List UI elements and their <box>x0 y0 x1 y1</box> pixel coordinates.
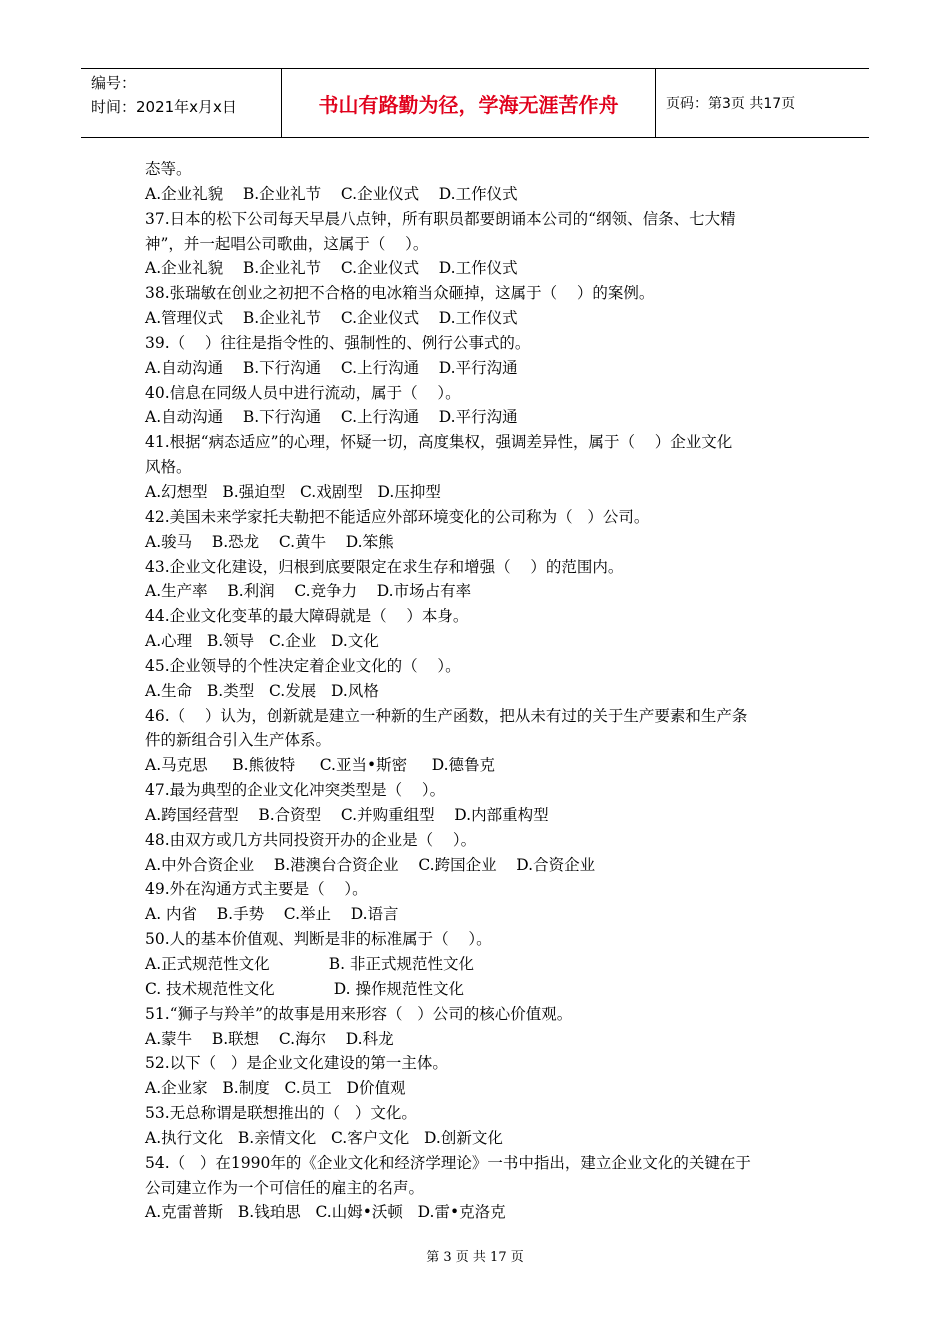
text-line: A.跨国经营型 B.合资型 C.并购重组型 D.内部重构型 <box>145 805 549 824</box>
text-line: 45.企业领导的个性决定着企业文化的（ ）。 <box>145 656 461 675</box>
text-line: A.骏马 B.恐龙 C.黄牛 D.笨熊 <box>145 532 394 551</box>
text-line: A.心理 B.领导 C.企业 D.文化 <box>145 632 379 651</box>
text-line: A.生命 B.类型 C.发展 D.风格 <box>145 681 379 700</box>
text-line: 件的新组合引入生产体系。 <box>145 731 332 750</box>
question-body <box>145 157 815 1225</box>
text-line: A.企业礼貌 B.企业礼节 C.企业仪式 D.工作仪式 <box>145 259 518 278</box>
text-line: 54.（ ）在1990年的《企业文化和经济学理论》一书中指出，建立企业文化的关键在于 <box>145 1153 751 1172</box>
text-line: 神”，并一起唱公司歌曲，这属于（ ）。 <box>145 234 429 253</box>
header-motto: 书山有路勤为径，学海无涯苦作舟 <box>282 69 656 137</box>
text-line: C. 技术规范性文化 D. 操作规范性文化 <box>145 979 465 998</box>
text-line: 37.日本的松下公司每天早晨八点钟，所有职员都要朗诵本公司的“纲领、信条、七大精 <box>145 209 736 228</box>
text-line: 39.（ ）往往是指令性的、强制性的、例行公事式的。 <box>145 333 531 352</box>
text-line: 42.美国未来学家托夫勒把不能适应外部环境变化的公司称为（ ）公司。 <box>145 507 650 526</box>
text-line: 40.信息在同级人员中进行流动，属于（ ）。 <box>145 383 461 402</box>
header-page-info: 页码：第3页 共17页 <box>666 96 796 112</box>
text-line: A.克雷普斯 B.钱珀思 C.山姆•沃顿 D.雷•克洛克 <box>145 1203 506 1222</box>
text-line: A.生产率 B.利润 C.竞争力 D.市场占有率 <box>145 582 472 601</box>
text-line: A. 内省 B.手势 C.举止 D.语言 <box>145 905 399 924</box>
page-header <box>81 68 869 138</box>
text-line: A.自动沟通 B.下行沟通 C.上行沟通 D.平行沟通 <box>145 408 518 427</box>
text-line: A.企业礼貌 B.企业礼节 C.企业仪式 D.工作仪式 <box>145 184 518 203</box>
text-line: 53.无总称谓是联想推出的（ ）文化。 <box>145 1104 417 1123</box>
page-footer: 第 3 页 共 17 页 <box>426 1250 524 1265</box>
document-date: 时间：2021年x月x日 <box>91 98 237 116</box>
text-line: A.管理仪式 B.企业礼节 C.企业仪式 D.工作仪式 <box>145 309 518 328</box>
text-line: A.执行文化 B.亲情文化 C.客户文化 D.创新文化 <box>145 1128 503 1147</box>
text-line: 49.外在沟通方式主要是（ ）。 <box>145 880 368 899</box>
text-line: 风格。 <box>145 458 192 477</box>
text-line: A.企业家 B.制度 C.员工 D价值观 <box>145 1079 406 1098</box>
text-line: 50.人的基本价值观、判断是非的标准属于（ ）。 <box>145 930 492 949</box>
text-line: 46.（ ）认为，创新就是建立一种新的生产函数，把从未有过的关于生产要素和生产条 <box>145 706 748 725</box>
text-line: 公司建立作为一个可信任的雇主的名声。 <box>145 1178 425 1197</box>
text-line: 44.企业文化变革的最大障碍就是（ ）本身。 <box>145 607 469 626</box>
text-line: 43.企业文化建设，归根到底要限定在求生存和增强（ ）的范围内。 <box>145 557 624 576</box>
text-line: 41.根据“病态适应”的心理，怀疑一切，高度集权，强调差异性，属于（ ）企业文化 <box>145 433 733 452</box>
document-number-label: 编号： <box>91 74 137 92</box>
text-line: 51.“狮子与羚羊”的故事是用来形容（ ）公司的核心价值观。 <box>145 1004 573 1023</box>
text-line: 38.张瑞敏在创业之初把不合格的电冰箱当众砸掉，这属于（ ）的案例。 <box>145 284 655 303</box>
header-meta <box>81 69 282 137</box>
text-line: A.中外合资企业 B.港澳台合资企业 C.跨国企业 D.合资企业 <box>145 855 596 874</box>
text-line: A.马克思 B.熊彼特 C.亚当•斯密 D.德鲁克 <box>145 756 496 775</box>
text-line: 态等。 <box>145 160 192 178</box>
text-line: A.幻想型 B.强迫型 C.戏剧型 D.压抑型 <box>145 482 441 501</box>
text-line: 52.以下（ ）是企业文化建设的第一主体。 <box>145 1054 448 1073</box>
text-line: A.自动沟通 B.下行沟通 C.上行沟通 D.平行沟通 <box>145 358 518 377</box>
text-line: A.正式规范性文化 B. 非正式规范性文化 <box>145 955 474 973</box>
text-line: 47.最为典型的企业文化冲突类型是（ ）。 <box>145 781 446 800</box>
text-line: 48.由双方或几方共同投资开办的企业是（ ）。 <box>145 830 477 849</box>
text-line: A.蒙牛 B.联想 C.海尔 D.科龙 <box>145 1029 394 1048</box>
